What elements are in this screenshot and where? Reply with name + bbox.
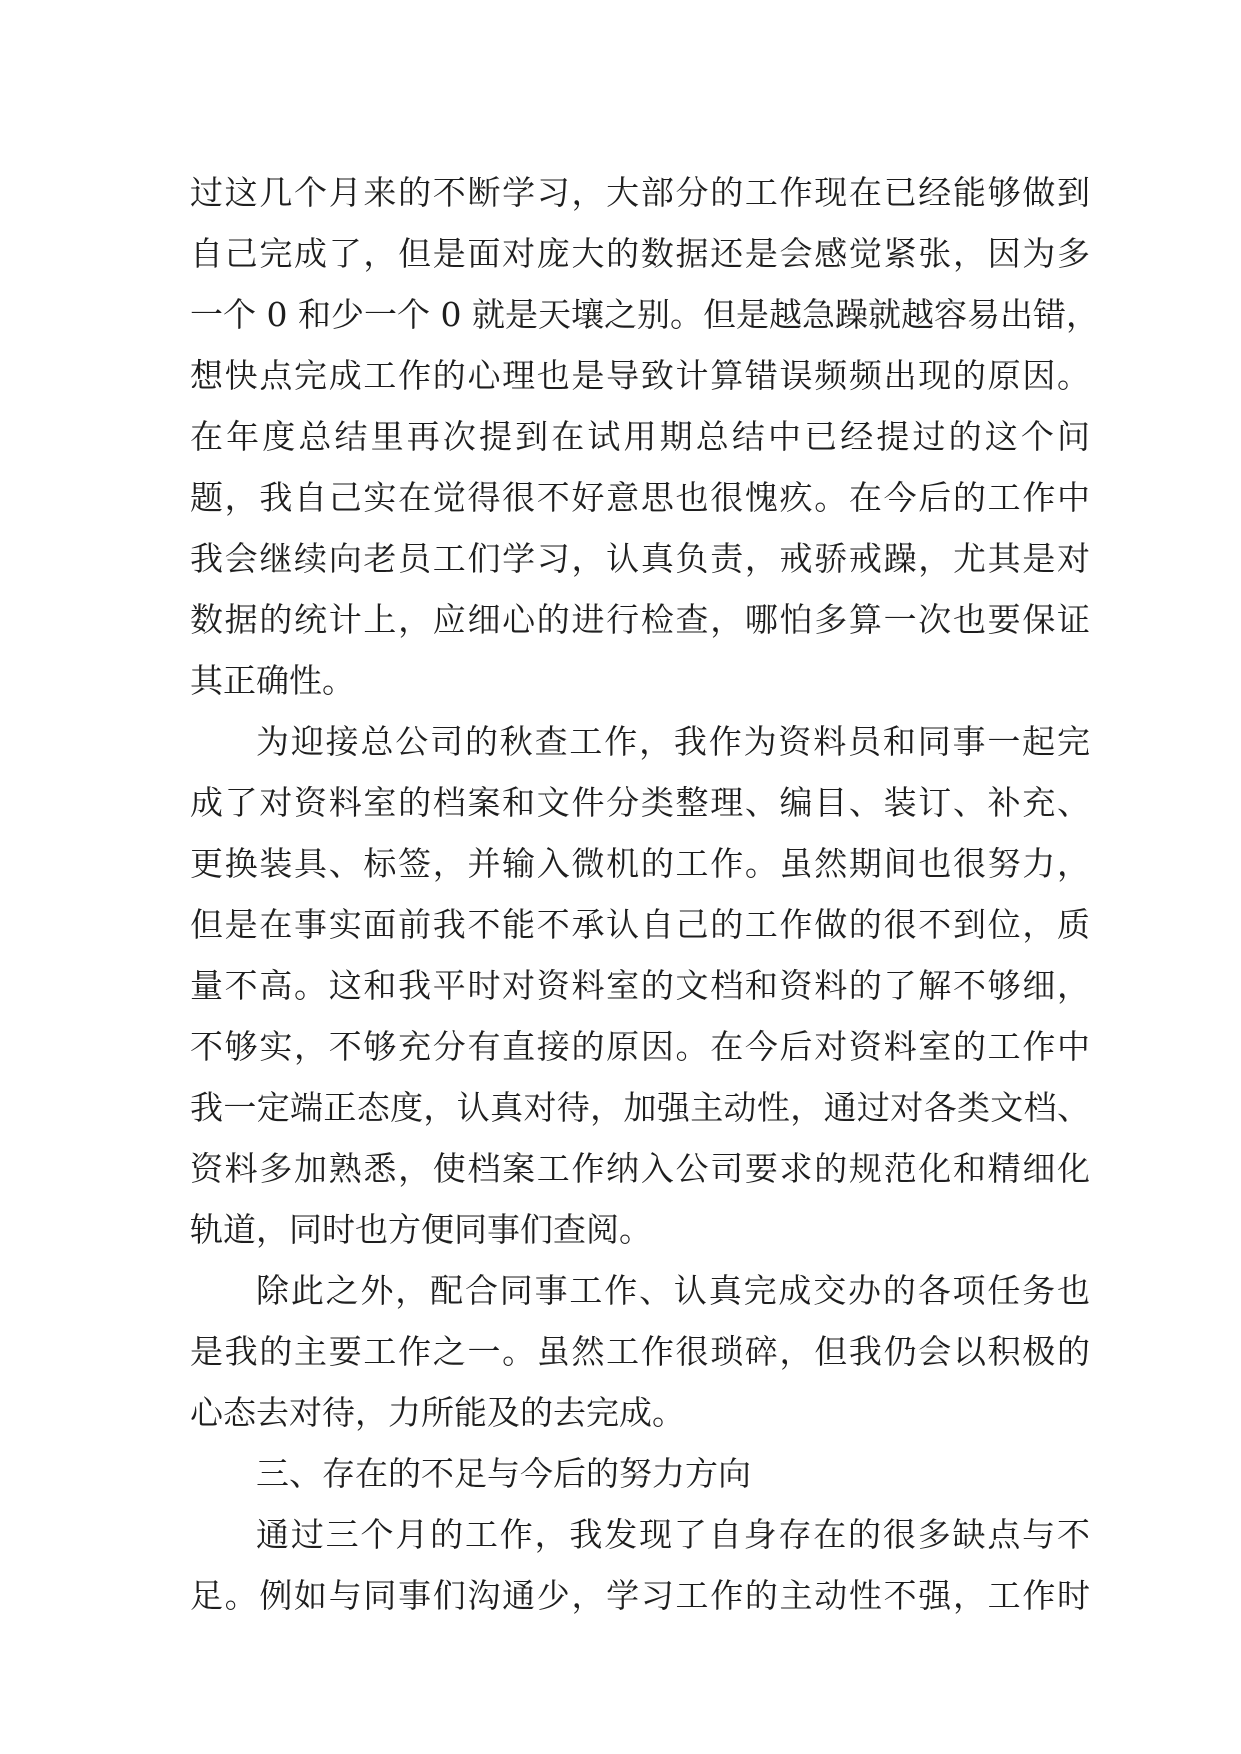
text-line-14: 量不高。这和我平时对资料室的文档和资料的了解不够细， bbox=[190, 966, 1090, 1005]
text-line-1: 过这几个月来的不断学习，大部分的工作现在已经能够做到 bbox=[190, 173, 1090, 212]
text-line-18: 轨道，同时也方便同事们查阅。 bbox=[190, 1210, 652, 1249]
text-line-10: 为迎接总公司的秋查工作，我作为资料员和同事一起完 bbox=[256, 722, 1090, 761]
text-line-2: 自己完成了，但是面对庞大的数据还是会感觉紧张，因为多 bbox=[190, 234, 1090, 273]
text-line-19: 除此之外，配合同事工作、认真完成交办的各项任务也 bbox=[256, 1271, 1090, 1310]
text-line-23: 通过三个月的工作，我发现了自身存在的很多缺点与不 bbox=[256, 1515, 1090, 1554]
document-body bbox=[190, 162, 1099, 1626]
text-line-9: 其正确性。 bbox=[190, 661, 355, 700]
text-line-3: 一个 0 和少一个 0 就是天壤之别。但是越急躁就越容易出错， bbox=[190, 295, 1099, 334]
text-line-13: 但是在事实面前我不能不承认自己的工作做的很不到位，质 bbox=[190, 905, 1090, 944]
text-line-5: 在年度总结里再次提到在试用期总结中已经提过的这个问 bbox=[190, 417, 1090, 456]
text-line-16: 我一定端正态度，认真对待，加强主动性，通过对各类文档、 bbox=[190, 1088, 1090, 1127]
text-line-8: 数据的统计上，应细心的进行检查，哪怕多算一次也要保证 bbox=[190, 600, 1090, 639]
text-line-12: 更换装具、标签，并输入微机的工作。虽然期间也很努力， bbox=[190, 844, 1090, 883]
text-line-4: 想快点完成工作的心理也是导致计算错误频频出现的原因。 bbox=[190, 356, 1090, 395]
text-line-24: 足。例如与同事们沟通少，学习工作的主动性不强，工作时 bbox=[190, 1576, 1090, 1615]
text-line-20: 是我的主要工作之一。虽然工作很琐碎，但我仍会以积极的 bbox=[190, 1332, 1090, 1371]
text-line-21: 心态去对待，力所能及的去完成。 bbox=[190, 1393, 685, 1432]
text-line-6: 题，我自己实在觉得很不好意思也很愧疚。在今后的工作中 bbox=[190, 478, 1090, 517]
text-line-11: 成了对资料室的档案和文件分类整理、编目、装订、补充、 bbox=[190, 783, 1090, 822]
section-heading: 三、存在的不足与今后的努力方向 bbox=[256, 1454, 751, 1493]
text-line-7: 我会继续向老员工们学习，认真负责，戒骄戒躁，尤其是对 bbox=[190, 539, 1090, 578]
text-line-15: 不够实，不够充分有直接的原因。在今后对资料室的工作中 bbox=[190, 1027, 1090, 1066]
text-line-17: 资料多加熟悉，使档案工作纳入公司要求的规范化和精细化 bbox=[190, 1149, 1090, 1188]
